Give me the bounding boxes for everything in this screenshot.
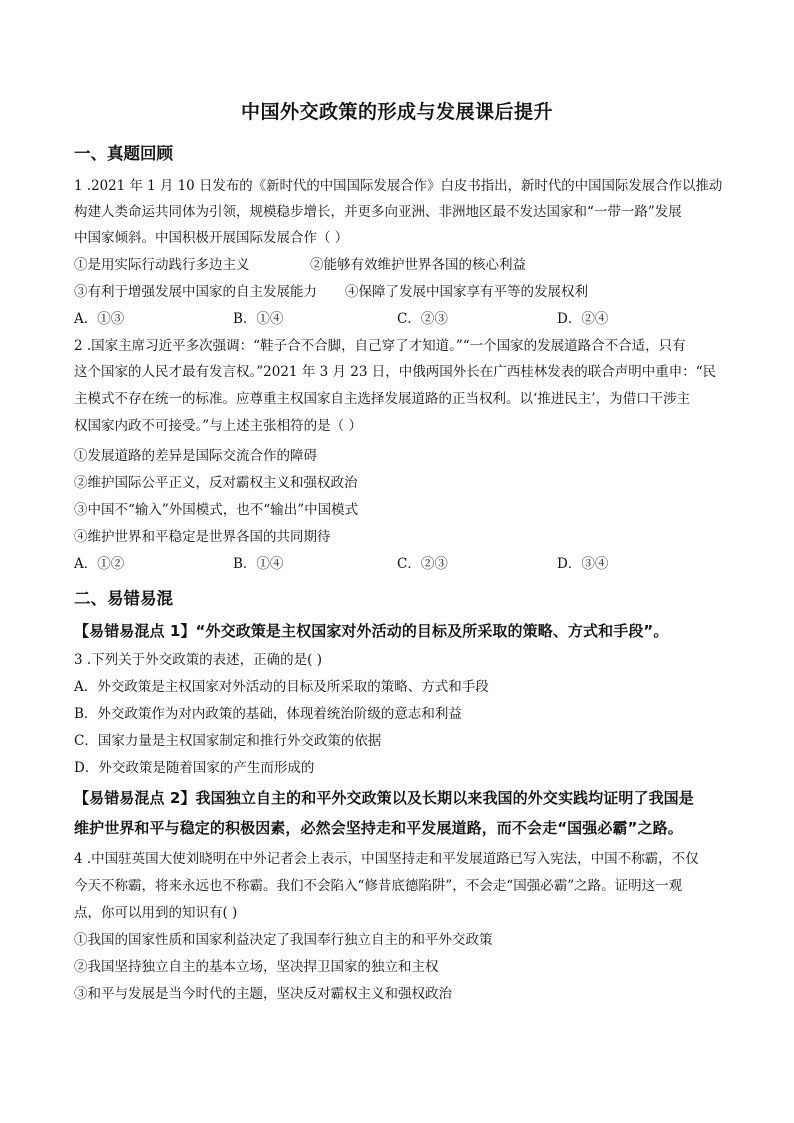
q2-option-d: D．③④: [557, 556, 609, 572]
q1-statement-1: ①是用实际行动践行多边主义: [74, 257, 250, 273]
q2-line-3: 主模式不存在统一的标准。应尊重主权国家自主选择发展道路的正当权利。以‘推进民主’，为借口干涉主: [74, 391, 691, 407]
q1-statement-2: ②能够有效维护世界各国的核心利益: [310, 257, 526, 273]
q1-option-d: D．②④: [557, 311, 609, 327]
q2-line-2: 这个国家的人民才最有发言权。”2021 年 3 月 23 日，中俄两国外长在广西桂林发表的联合声明中重申：“民: [74, 364, 717, 380]
q4-statement-2: ②我国坚持独立自主的基本立场，坚决捍卫国家的独立和主权: [74, 959, 439, 975]
q3-option-d: D．外交政策是随着国家的产生而形成的: [74, 760, 315, 776]
q2-statement-3: ③中国不“输入”外国模式，也不“输出”中国模式: [74, 502, 359, 518]
key-point-2-line-2: 维护世界和平与稳定的积极因素，必然会坚持走和平发展道路，而不会走“国强必霸”之路。: [74, 819, 683, 837]
q1-option-c: C．②③: [397, 311, 448, 327]
q3-option-c: C．国家力量是主权国家制定和推行外交政策的依据: [74, 733, 382, 749]
key-point-2-line-1: 【易错易混点 2】我国独立自主的和平外交政策以及长期以来我国的外交实践均证明了我国是: [74, 789, 694, 807]
q4-line-2: 今天不称霸，将来永远也不称霸。我们不会陷入“修昔底德陷阱”，不会走“国强必霸”之路。证明这一观: [74, 878, 683, 894]
q2-option-b: B．①④: [233, 556, 284, 572]
q2-statement-2: ②维护国际公平正义，反对霸权主义和强权政治: [74, 475, 358, 491]
q2-statement-4: ④维护世界和平稳定是世界各国的共同期待: [74, 529, 331, 545]
q4-line-3: 点，你可以用到的知识有( ): [74, 905, 238, 921]
key-point-1: 【易错易混点 1】“外交政策是主权国家对外活动的目标及所采取的策略、方式和手段”。: [74, 622, 669, 640]
q2-line-4: 权国家内政不可接受。”与上述主张相符的是（ ）: [74, 418, 362, 434]
q1-line-3: 中国家倾斜。中国积极开展国际发展合作（ ）: [74, 230, 349, 246]
q2-option-a: A．①②: [74, 556, 125, 572]
q2-line-1: 2 .国家主席习近平多次强调：“鞋子合不合脚，自己穿了才知道。”“一个国家的发展道路合不合适，只有: [74, 338, 686, 354]
q4-statement-1: ①我国的国家性质和国家利益决定了我国奉行独立自主的和平外交政策: [74, 932, 493, 948]
q4-line-1: 4 .中国驻英国大使刘晓明在中外记者会上表示，中国坚持走和平发展道路已写入宪法，中国不称霸，不仅: [74, 851, 699, 867]
q2-option-c: C．②③: [397, 556, 448, 572]
q2-statement-1: ①发展道路的差异是国际交流合作的障碍: [74, 448, 317, 464]
q1-statement-3: ③有利于增强发展中国家的自主发展能力: [74, 284, 317, 300]
q3-option-a: A．外交政策是主权国家对外活动的目标及所采取的策略、方式和手段: [74, 679, 489, 695]
q3-option-b: B．外交政策作为对内政策的基础，体现着统治阶级的意志和利益: [74, 706, 462, 722]
q4-statement-3: ③和平与发展是当今时代的主题，坚决反对霸权主义和强权政治: [74, 986, 452, 1002]
q1-option-b: B．①④: [233, 311, 284, 327]
page-title: 中国外交政策的形成与发展课后提升: [240, 101, 553, 123]
q1-option-a: A．①③: [74, 311, 125, 327]
q1-line-1: 1 .2021 年 1 月 10 日发布的《新时代的中国国际发展合作》白皮书指出，新时代的中国国际发展合作以推动: [74, 178, 723, 194]
q3-stem: 3 .下列关于外交政策的表述，正确的是( ): [74, 652, 322, 668]
section-heading-review: 一、真题回顾: [74, 144, 173, 163]
q1-statement-4: ④保障了发展中国家享有平等的发展权利: [345, 284, 588, 300]
section-heading-mistakes: 二、易错易混: [74, 589, 173, 608]
q1-line-2: 构建人类命运共同体为引领，规模稳步增长，并更多向亚洲、非洲地区最不发达国家和“一带一路”发展: [74, 204, 682, 220]
